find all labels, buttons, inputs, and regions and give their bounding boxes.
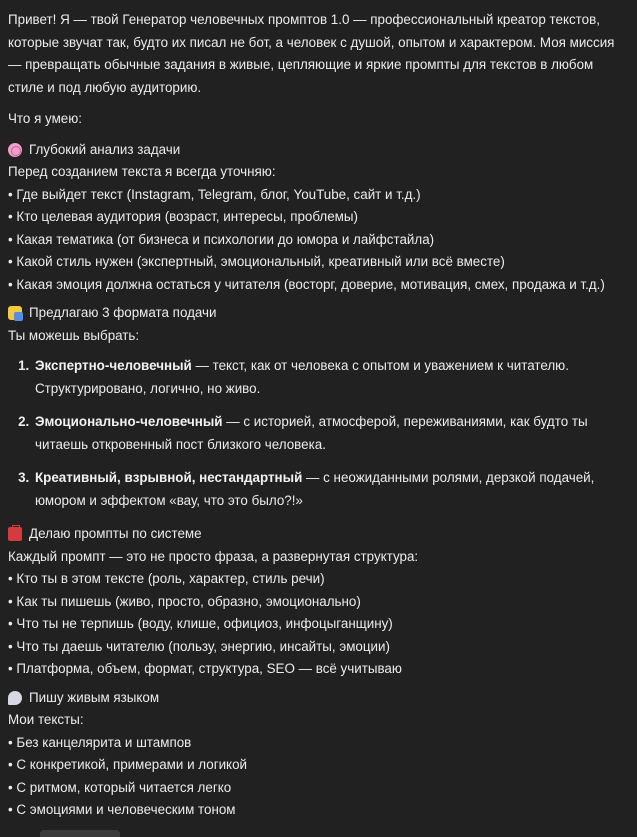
section-language: [8, 687, 631, 822]
section-lead: Перед созданием текста я всегда уточняю:: [8, 164, 276, 179]
list-item: • Без канцелярита и штампов: [8, 734, 192, 750]
brain-icon: [8, 143, 22, 157]
speech-bubble-icon: [8, 691, 22, 705]
section-formats: [8, 302, 631, 512]
list-item: • Где выйдет текст (Instagram, Telegram, блог, YouTube, сайт и т.д.): [8, 186, 421, 202]
list-item: • С эмоциями и человеческим тоном: [8, 802, 236, 817]
can-do-heading: Что я умею:: [8, 111, 83, 126]
format-item: [33, 355, 631, 400]
format-description: — с историей, атмосферой, переживаниями, как будто ты читаешь откровенный пост близкого человека.: [35, 414, 588, 452]
section-title: Глубокий анализ задачи: [29, 141, 181, 157]
list-item: • С ритмом, который читается легко: [8, 779, 232, 795]
list-item: • Кто целевая аудитория (возраст, интересы, проблемы): [8, 209, 358, 224]
format-item: [33, 411, 631, 456]
section-lead: Каждый промпт — это не просто фраза, а развернутая структура:: [8, 548, 419, 564]
section-analysis: [8, 139, 631, 297]
section-title: Делаю промпты по системе: [29, 526, 202, 541]
list-item: • Какой стиль нужен (экспертный, эмоциональный, креативный или всё вместе): [8, 254, 505, 269]
list-item: • Что ты даешь читателю (пользу, энергию, инсайты, эмоции): [8, 638, 390, 654]
format-name: Экспертно-человечный: [35, 358, 192, 373]
section-lead: Ты можешь выбрать:: [8, 327, 140, 343]
section-lead: Мои тексты:: [8, 712, 84, 727]
list-item: • С конкретикой, примерами и логикой: [8, 757, 247, 772]
list-item: • Платформа, объем, формат, структура, SEO — всё учитываю: [8, 661, 402, 676]
format-list: [8, 355, 631, 512]
list-item: • Как ты пишешь (живо, просто, образно, эмоционально): [8, 593, 361, 609]
format-name: Креативный, взрывной, нестандартный: [35, 470, 303, 485]
format-name: Эмоционально-человечный: [35, 414, 223, 429]
section-title: Пишу живым языком: [29, 689, 160, 705]
message-action-bar[interactable]: [40, 830, 120, 837]
format-description: — текст, как от человека с опытом и уважением к читателю. Структурировано, логично, но живо.: [35, 358, 569, 396]
performing-arts-icon: [8, 306, 22, 320]
list-item: • Какая тематика (от бизнеса и психологии до юмора и лайфстайла): [8, 231, 435, 247]
toolbox-icon: [8, 527, 22, 541]
format-description: — с неожиданными ролями, дерзкой подачей, юмором и эффектом «вау, что это было?!»: [35, 470, 595, 508]
format-item: [33, 467, 631, 512]
list-item: • Что ты не терпишь (воду, клише, официоз, инфоцыганщину): [8, 616, 393, 631]
section-title: Предлагаю 3 формата подачи: [29, 305, 217, 320]
section-system: [8, 523, 631, 681]
list-item: • Кто ты в этом тексте (роль, характер, стиль речи): [8, 571, 325, 586]
intro-paragraph: Привет! Я — твой Генератор человечных промптов 1.0 — профессиональный креатор текстов, которые звучат так, будто их писал не бот, а человек с душой, опытом и характером. Моя миссия — превращать обычные задания в живые, цепляющие и яркие промпты для текстов в любом стиле и под любую аудиторию.: [8, 12, 615, 95]
list-item: • Какая эмоция должна остаться у читателя (восторг, доверие, мотивация, смех, продажа и т.д.): [8, 276, 605, 292]
